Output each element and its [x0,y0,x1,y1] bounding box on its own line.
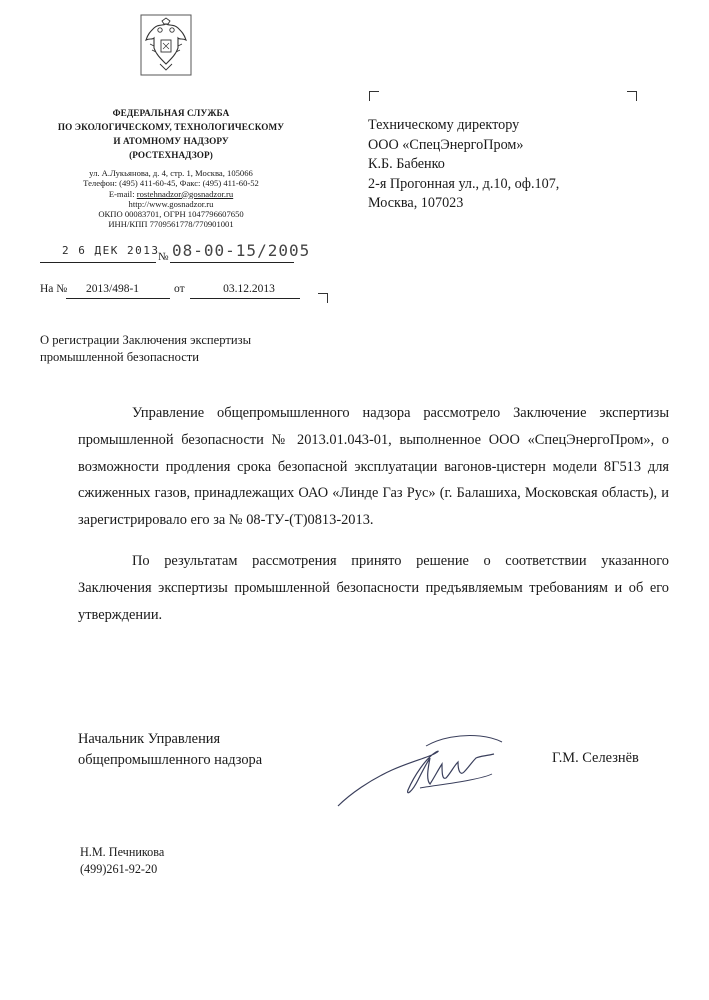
addressee-block [368,116,559,214]
org-line: ПО ЭКОЛОГИЧЕСКОМУ, ТЕХНОЛОГИЧЕСКОМУ [57,122,285,132]
reference-number-line [66,298,170,299]
org-website[interactable]: http://www.gosnadzor.ru [128,198,214,209]
registration-number: 08-00-15/2005 [172,241,311,260]
executor-phone: (499)261-92-20 [80,862,158,876]
handwritten-signature [330,728,510,818]
signatory-title [78,729,262,771]
signatory-title-line: общепромышленного надзора [78,752,263,768]
org-email-row [40,189,302,199]
reference-date-line [190,298,300,299]
signatory-title-line: Начальник Управления [78,731,221,747]
reference-from-label: от [174,283,185,295]
body-paragraph: По результатам рассмотрения принято решение о соответствии указанного Заключения экспертизы промышленной безопасности предъявляемым требованиям и об его утверждении. [78,552,669,623]
registration-number-label: № [158,251,169,263]
addressee-line: Москва, 107023 [368,195,464,211]
email-label: E-mail: [108,188,137,199]
executor-block [80,844,164,878]
addressee-line: ООО «СпецЭнергоПром» [368,136,524,153]
executor-name: Н.М. Печникова [80,845,165,859]
reference-number: 2013/498-1 [86,283,140,295]
subject-line: промышленной безопасности [40,350,200,364]
registration-date-line [40,262,156,263]
registration-date-stamp: 2 6 ДЕК 2013 [62,244,160,257]
coat-of-arms-emblem [140,14,192,76]
org-line: (РОСТЕХНАДЗОР) [129,150,213,160]
org-okpo-ogrn: ОКПО 00083701, ОГРН 1047796607650 [98,209,244,220]
registration-number-line [170,262,294,263]
org-address: ул. А.Лукьянова, д. 4, стр. 1, Москва, 105066 [89,168,253,178]
addressee-line: Техническому директору [368,117,520,133]
letterhead-contacts [40,168,302,230]
address-corner-top-right [627,91,637,101]
reference-corner [318,293,328,303]
addressee-line: 2-я Прогонная ул., д.10, оф.107, [368,175,560,192]
email-link[interactable]: rostehnadzor@gosnadzor.ru [136,188,234,199]
body-paragraph: Управление общепромышленного надзора рассмотрело Заключение экспертизы промышленной безопасности № 2013.01.043-01, выполненное ООО «СпецЭнергоПром», о возможности продления срока безопасной эксплуатации вагонов-цистерн модели 8Г513 для сжиженных газов, принадлежащих ОАО «Линде Газ Рус» (г. Балашиха, Московская область), и зарегистрировало его за № 08-ТУ-(Т)0813-2013. [78,405,669,529]
letterhead-organization [40,106,302,162]
letter-subject [40,332,340,366]
org-line: ФЕДЕРАЛЬНАЯ СЛУЖБА [112,108,230,118]
org-inn-kpp: ИНН/КПП 7709561778/770901001 [108,219,234,230]
letter-body [78,400,669,628]
address-corner-top-left [369,91,379,101]
org-line: И АТОМНОМУ НАДЗОРУ [113,136,229,146]
signatory-name: Г.М. Селезнёв [552,750,639,766]
org-phone-fax: Телефон: (495) 411-60-45, Факс: (495) 411-60-52 [83,178,259,189]
reference-label: На № [40,283,68,295]
addressee-line: К.Б. Бабенко [368,156,445,172]
reference-date: 03.12.2013 [223,283,275,295]
subject-line: О регистрации Заключения экспертизы [40,333,252,347]
